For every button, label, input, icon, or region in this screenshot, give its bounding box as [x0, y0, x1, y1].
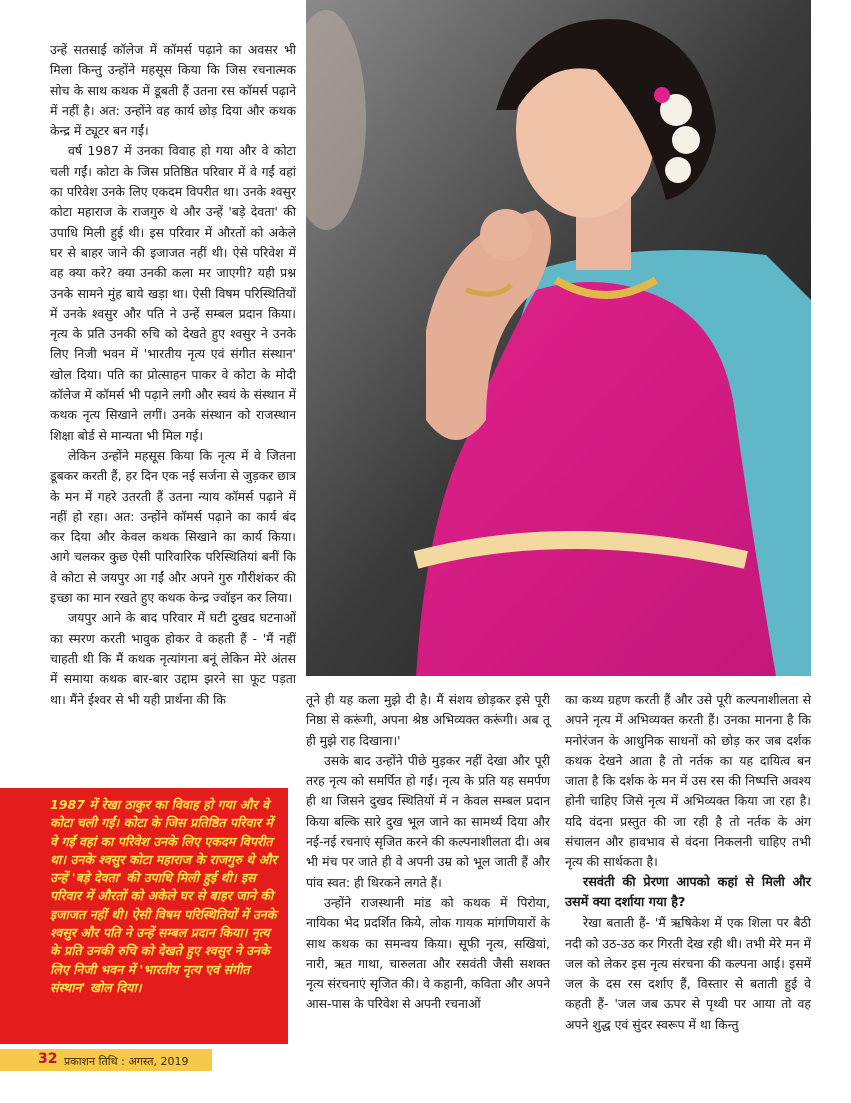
publication-date: प्रकाशन तिथि : अगस्त, 2019	[64, 1055, 189, 1068]
paragraph: उन्हें सतसाई कॉलेज में कॉमर्स पढ़ाने का अवसर भी मिला किन्तु उन्होंने महसूस किया कि जिस रचनात्मक सोच के साथ कथक में डूबती हैं उतना रस कॉमर्स पढ़ाने में नहीं है। अत: उन्होंने वह कार्य छोड़ दिया और कथक केन्द्र में ट्यूटर बन गईं।	[50, 42, 296, 139]
pull-quote-text: 1987 में रेखा ठाकुर का विवाह हो गया और वे कोटा चली गईं। कोटा के जिस प्रतिष्ठित परिवार में वे गईं वहां का परिवेश उनके लिए एकदम विपरीत था। उनके श्वसुर कोटा महाराज के राजगुरु थे और उन्हें 'बड़े देवता' की उपाधि मिली हुई थी। इस परिवार में औरतों को अकेले घर से बाहर जाने की इजाजत नहीं थी। ऐसी विषम परिस्थितियों में उनके श्वसुर और पति ने उन्हें सम्बल प्रदान किया। नृत्य के प्रति उनकी रुचि को देखते हुए श्वसुर ने उनके लिए निजी भवन में 'भारतीय नृत्य एवं संगीत संस्थान' खोल दिया।	[50, 797, 277, 995]
article-column-right	[565, 690, 811, 1035]
dancer-photo	[306, 0, 811, 676]
article-column-middle	[306, 690, 550, 1015]
paragraph: उन्होंने राजस्थानी मांड को कथक में पिरोया, नायिका भेद प्रदर्शित किये, लोक गायक मांगणियारों के साथ कथक का समन्वय किया। सूफी नृत्य, सखियां, नारी, ऋत गाथा, चारुलता और रसवंती जैसी सशक्त नृत्य संरचनाएं सृजित की। वे कहानी, कविता और अपने आस-पास के परिवेश से अपनी रचनाओं	[306, 894, 550, 1012]
paragraph: जयपुर आने के बाद परिवार में घटी दुखद घटनाओं का स्मरण करती भावुक होकर वे कहती हैं - 'मैं नहीं चाहती थी कि मैं कथक नृत्यांगना बनूं लेकिन मेरे अंतस में समाया कथक बार-बार उद्दाम झरने सा फूट पड़ता था। मैंने ईश्वर से भी यही प्रार्थना की कि	[50, 610, 296, 707]
paragraph: उसके बाद उन्होंने पीछे मुड़कर नहीं देखा और पूरी तरह नृत्य को समर्पित हो गईं। नृत्य के प्रति यह समर्पण ही था जिसने दुखद स्थितियों में न केवल सम्बल प्रदान किया बल्कि सारे दुख भूल जाने का सामर्थ्य दिया और नई-नई रचनाएं सृजित करने की कल्पनाशीलता दी। अब भी मंच पर जाते ही वे अपनी उम्र को भूल जाती हैं और पांव स्वत: ही थिरकने लगते हैं।	[306, 752, 550, 890]
page-number: 32	[38, 1051, 58, 1067]
interview-question: रसवंती की प्रेरणा आपको कहां से मिली और उसमें क्या दर्शाया गया है?	[565, 874, 811, 910]
paragraph: वर्ष 1987 में उनका विवाह हो गया और वे कोटा चली गईं। कोटा के जिस प्रतिष्ठित परिवार में वे गईं वहां का परिवेश उनके लिए एकदम विपरीत था। उनके श्वसुर कोटा महाराज के राजगुरु थे और उन्हें 'बड़े देवता' की उपाधि मिली हुई थी। इस परिवार में औरतों को अकेले घर से बाहर जाने की इजाजत नहीं थी। ऐसे परिवेश में वह क्या करे? क्या उनकी कला मर जाएगी? यही प्रश्न उनके सामने मुंह बाये खड़ा था। ऐसी विषम परिस्थितियों में उनके श्वसुर और पति ने उन्हें सम्बल प्रदान किया। नृत्य के प्रति उनकी रुचि को देखते हुए श्वसुर ने उनके लिए निजी भवन में 'भारतीय नृत्य एवं संगीत संस्थान' खोल दिया। पति का प्रोत्साहन पाकर वे कोटा के मोदी कॉलेज में कॉमर्स भी पढ़ाने लगी और स्वयं के संस्थान में कथक नृत्य सिखाने लगीं। उनके संस्थान को राजस्थान शिक्षा बोर्ड से मान्यता भी मिल गई।	[50, 143, 296, 443]
paragraph: का कथ्य ग्रहण करती हैं और उसे पूरी कल्पनाशीलता से अपने नृत्य में अभिव्यक्त करती हैं। उनका मानना है कि मनोरंजन के आधुनिक साधनों को छोड़ कर जब दर्शक कथक देखने आता है तो नर्तक का यह दायित्व बन जाता है कि दर्शक के मन में उस रस की निष्पत्ति अवश्य होनी चाहिए जिसे नृत्य में अभिव्यक्त किया जा रहा है। यदि वंदना प्रस्तुत की जा रही है तो नर्तक के अंग संचालन और हावभाव से वंदना निकलनी चाहिए तभी नृत्य की सार्थकता है।	[565, 692, 811, 870]
paragraph: लेकिन उन्होंने महसूस किया कि नृत्य में वे जितना डूबकर करती हैं, हर दिन एक नई सर्जना से जुड़कर छात्र के मन में गहरे उतरती हैं उतना न्याय कॉमर्स पढ़ाने में नहीं हो रहा। अत: उन्होंने कॉमर्स पढ़ाने का कार्य बंद कर दिया और केवल कथक सिखाने का कार्य किया। आगे चलकर कुछ ऐसी पारिवारिक परिस्थितियां बनीं कि वे कोटा से जयपुर आ गईं और अपने गुरु गौरीशंकर की इच्छा का मान रखते हुए कथक केन्द्र ज्वॉइन कर लिया।	[50, 447, 296, 606]
article-column-left	[50, 40, 296, 710]
paragraph: रेखा बताती हैं- 'मैं ऋषिकेश में एक शिला पर बैठी नदी को उठ-उठ कर गिरती देख रही थी। तभी मेरे मन में जल को लेकर इस नृत्य संरचना की कल्पना आई। इसमें जल के दस रस दर्शाए हैं, विस्तार से बताती हुई वे कहती हैं- 'जल जब ऊपर से पृथ्वी पर आया तो वह अपने शुद्ध एवं सुंदर स्वरूप में था किन्तु	[565, 915, 811, 1032]
dancer-photo-illustration	[306, 0, 811, 676]
paragraph: तूने ही यह कला मुझे दी है। मैं संशय छोड़कर इसे पूरी निष्ठा से करूंगी, अपना श्रेष्ठ अभिव्यक्त करूंगी। अब तू ही मुझे राह दिखाना।'	[306, 692, 550, 748]
